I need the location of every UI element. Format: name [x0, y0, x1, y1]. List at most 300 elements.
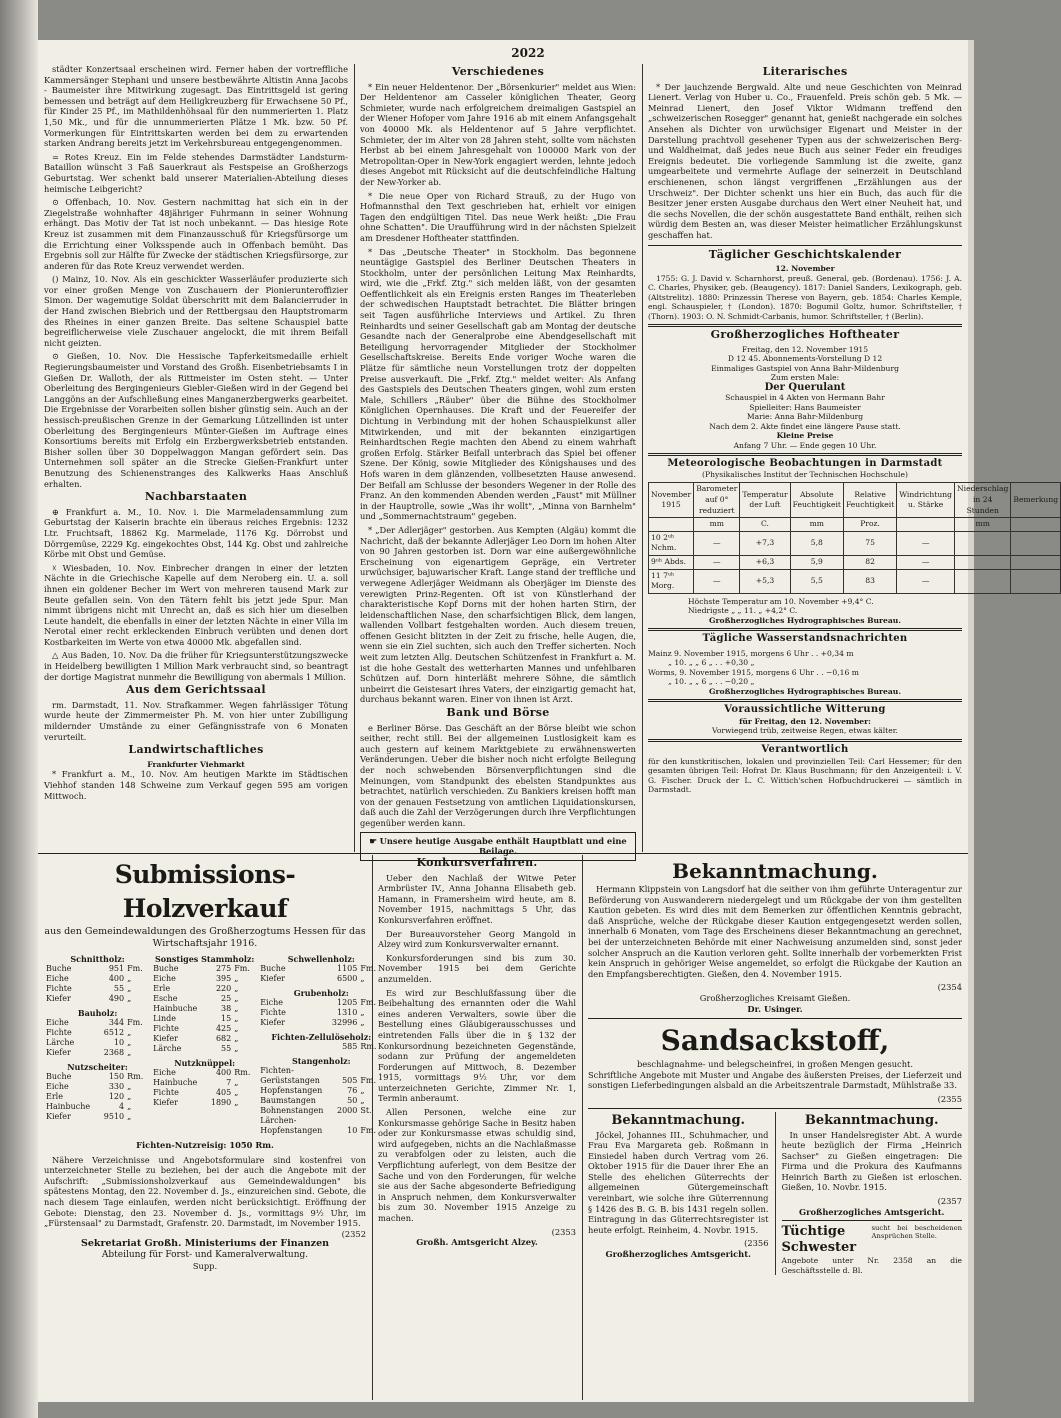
wood-list-item	[260, 998, 382, 1008]
wood-sale-signature-3: Supp.	[192, 1260, 218, 1271]
meteorology-high: Höchste Temperatur am 10. November +9,4° C.	[688, 596, 874, 606]
wood-type	[260, 1042, 323, 1052]
wood-list-item	[46, 1112, 149, 1122]
wood-amount	[323, 1066, 357, 1076]
table-cell: —	[897, 555, 955, 569]
konkurs-number: (2353	[551, 1226, 576, 1237]
column-rule	[582, 855, 583, 1400]
wood-list-item	[260, 974, 382, 984]
list-nutzscheiter	[46, 1072, 149, 1122]
wood-type: Esche	[153, 994, 178, 1003]
theater-date: Freitag, den 12. November 1915	[741, 344, 869, 354]
wood-amount: 951	[108, 964, 125, 973]
wood-type: Kiefer	[46, 1048, 71, 1057]
wood-amount: 10	[347, 1126, 358, 1135]
konkurs-signature: Großh. Amtsgericht Alzey.	[416, 1237, 538, 1248]
article-heldentenor: * Ein neuer Heldentenor. Der „Börsenkurier" meldet aus Wien: Der Heldentenor am Casseler königlichen Theater, Georg Schmieter, wurde nach erfolgreichem dreimaligen Gastspiel an der Wiener Hofoper vom Jahre 1916 ab mit einem Anfangsgehalt von 40000 Mk. als Heldentenor auf 5 Jahre verpflichtet. Schmieter, der im Alter von 28 Jahren steht, sollte vom nächsten Herbst ab bei einem Jahresgehalt von 100000 Mark von der Metropolitan-Oper in New-York engagiert werden, lehnte jedoch dieses Angebot mit Rücksicht auf die deutschfeindliche Haltung der New-Yorker ab.	[360, 81, 636, 187]
theater-premiere: Zum ersten Male:	[770, 373, 840, 383]
wood-type: Baumstangen	[260, 1096, 316, 1105]
konkurs-title: Konkursverfahren.	[416, 856, 538, 869]
heading-schnittholz: Schnittholz:	[70, 954, 125, 964]
table-cell: mm	[694, 518, 740, 532]
wood-type: Buche	[46, 1072, 72, 1081]
wood-unit: „	[234, 974, 239, 983]
calendar-text: 1755: G. J. David v. Scharnhorst, preuß. General, geb. (Bordenau). 1756: J. A. C. Charles, Physiker, geb. (Beaugency). 1817: Daniel Sanders, Lexikograph, geb. (Altstrelitz). 1880: Prinzessin Therese von Bayern, geb. 1854: Charles Kemple, engl. Schauspieler, † (London). 1870: Bogumil Goltz, humor. Schriftsteller, † (Thorn). 1903: O. N. Schmidt-Carbanis, humor. Schriftsteller, † (Berlin).	[648, 273, 962, 321]
wood-unit: „	[234, 1004, 239, 1013]
wood-unit: „	[234, 1014, 239, 1023]
wood-list-item	[153, 974, 256, 984]
wood-unit: Rm.	[127, 1072, 144, 1081]
wood-list-item	[46, 1028, 149, 1038]
heading-meteorology: Meteorologische Beobachtungen in Darmstadt	[667, 458, 943, 470]
wood-unit: „	[234, 1078, 239, 1087]
theater-abo: D 12 45. Abonnements-Vorstellung D 12	[727, 354, 883, 364]
wood-list-item	[260, 1042, 382, 1052]
wood-list-item	[260, 1018, 382, 1028]
heading-landwirtschaft: Landwirtschaftliches	[128, 743, 264, 757]
wood-list-item	[153, 964, 256, 974]
table-cell: +6,3	[740, 555, 790, 569]
column-miscellaneous	[360, 64, 636, 857]
wood-unit: Fm.	[127, 1018, 143, 1027]
wood-type: Kiefer	[46, 1112, 71, 1121]
wood-amount: 4	[119, 1102, 125, 1111]
article-giessen: ⊙ Gießen, 10. Nov. Die Hessische Tapferkeitsmedaille erhielt Regierungsbaumeister und Vorstand des Großh. Eisenbetriebsamts I in Gießen Dr. Walloth, der als Rittmeister im Osten steht. — Unter Oberleitung des Bergingenieurs Giebler-Gießen wird in der Gegend bei Langgöns an der Aufschließung eines Manganerzbergwerks gearbeitet. Die Ergebnisse der Vorarbeiten sollen bisher günstig sein. Auch an der hessisch-preußischen Grenze in der Gemarkung Lützellinden ist unter Oberleitung des Bergingenieurs Münter-Gießen im Auftrage eines Konsortiums bereits mit Erfolg ein Erzbergwerksbetrieb entstanden. Bisher sollen über 30 Doppelwaggon Mangan gefördert sein. Das Unternehmen soll später an die Strecke Gießen-Frankfurt unter Benutzung des Schienenstranges des Kalkwerks Haas Anschluß erhalten.	[44, 351, 348, 489]
wood-amount: 38	[221, 1004, 232, 1013]
table-header-cell: Relative Feuchtigkeit	[843, 483, 896, 518]
meteorology-low: Niedrigste „ „ 11. „ +4,2° C.	[688, 606, 798, 616]
wood-unit: „	[127, 1028, 132, 1037]
bekanntmachung-3	[782, 1112, 963, 1276]
konkurs-text-2: Der Bureauvorsteher Georg Mangold in Alzey wird zum Konkursverwalter ernannt.	[378, 928, 576, 950]
book-spine	[0, 0, 38, 1418]
article-red-cross: = Rotes Kreuz. Ein im Felde stehendes Darmstädter Landsturm-Bataillon wünscht 3 Faß Sauerkraut als Festspeise an Großherzogs Geburtstag. Wer schenkt bald unserer Materialien-Abteilung dieses heimische Leibgericht?	[44, 151, 348, 194]
bekanntmachung-1-text: Hermann Klippstein von Langsdorf hat die seither von ihm geführte Unteragentur zur Beförderung von Auswanderern niedergelegt und um Rückgabe der von ihm gestellten Kaution gebeten. Es wird dies mit dem Bemerken zur öffentlichen Kenntnis gebracht, daß Ansprüche, welche der Rückgabe dieser Kaution entgegengesetzt werden sollen, innerhalb 6 Monaten, vom Tage des Erscheinens dieser Bekanntmachung an gerechnet, bei der unterzeichneten Behörde mit einer Nachweisung anzumelden sind, sonst jeder solcher Anspruch an die Kaution verloren geht. Sollte innerhalb der vorbemerkten Frist kein Anspruch in gehöriger Weise angemeldet, so erfolgt die Rückgabe der Kaution an den Empfangsberechtigten. Gießen, den 4. November 1915.	[588, 884, 962, 979]
wood-unit: „	[127, 974, 132, 983]
wood-amount: 405	[215, 1088, 232, 1097]
wood-type: Fichte	[153, 1088, 179, 1097]
wood-type: Buche	[46, 964, 72, 973]
table-cell	[955, 555, 1011, 569]
wood-list-item	[46, 1092, 149, 1102]
wood-list-item	[153, 1078, 256, 1088]
table-cell	[955, 531, 1011, 555]
heading-literarisches: Literarisches	[762, 65, 848, 78]
wood-unit: „	[127, 1082, 132, 1091]
ad-wood-sale	[44, 858, 377, 1398]
bekanntmachung-2-number: (2356	[744, 1238, 769, 1249]
wood-amount: 2368	[103, 1048, 125, 1057]
water-worms-10: „ 10. „ „ 6 „ . . −0,20 „	[668, 677, 755, 687]
wood-type: Hainbuche	[153, 1004, 198, 1013]
article-offenbach: ⊙ Offenbach, 10. Nov. Gestern nachmittag hat sich ein in der Ziegelstraße wohnhafter 48jähriger Fuhrmann in seiner Wohnung erhängt. Das Motiv der Tat ist noch unbekannt. — Das hiesige Rote Kreuz ist zusammen mit dem Finanzausschuß für Kriegsfürsorge um die Errichtung einer Volksspende auch in Offenbach bemüht. Das Ergebnis soll zur Hälfte für Zwecke der städtischen Kriegsfürsorge, zur anderen für das Rote Kreuz verwendet werden.	[44, 197, 348, 271]
wood-amount: 400	[215, 1068, 232, 1077]
table-cell: —	[897, 531, 955, 555]
wood-list-item	[46, 1048, 149, 1058]
water-worms-9: Worms, 9. November 1915, morgens 6 Uhr . . −0,16 m	[648, 667, 859, 677]
newspaper-page	[38, 40, 1059, 1402]
wood-list-item	[153, 994, 256, 1004]
wood-unit: „	[360, 1008, 365, 1017]
wood-unit: „	[234, 994, 239, 1003]
wood-unit: St.	[360, 1106, 372, 1115]
table-cell: 83	[843, 569, 896, 593]
article-stockholm: * Das „Deutsche Theater" in Stockholm. Das begonnene neuntägige Gastspiel des Berliner Deutschen Theaters in Stockholm, unter der persönlichen Leitung Max Reinhardts, wird, wie die „Frkf. Ztg." sich melden läßt, von der gesamten Oeffentlichkeit als ein Ereignis ersten Ranges im Theaterleben der schwedischen Hauptstadt betrachtet. Die Blätter bringen seit Tagen ausführliche Interviews und Artikel. Zu Ihren Reinhardts und seiner Gesellschaft gab am Montag der deutsche Gesandte nach der Generalprobe eine Abendgesellschaft mit Beteiligung hervorragender Mitglieder der Stockholmer Gesellschaftskreise. Bereits Ende voriger Woche waren die Plätze für sämtliche neun Vorstellungen trotz der doppelten Preise ausverkauft. Die „Frkf. Ztg." meldet weiter: Als Anfang des Gastspiels des Deutschen Theaters gingen, wohl zum ersten Male, Schillers „Räuber" über die Bühne des Stockholmer Königlichen Opernhauses. Die Kraft und der Feuereifer der Dichtung in Verbindung mit der hohen Schauspielkunst aller Mitwirkenden, und mit der bekannten einzigartigen Reinhardtschen Regie machten den Abend zu einem wahrhaft großen Erfolg. Stärker Beifall unterbrach das Spiel bei offener Szene. Der König, sowie Mitglieder des Königshauses und des Hofs waren in dem glänzenden, vollbesetzten Hause anwesend. Der Beifall am Schlusse der besonders Wegener in der Rolle des Franz. An den kommenden Abenden werden „Faust" mit Müllner in der Hauptrolle, sowie „Was ihr wollt", „Minna von Barnhelm" und „Sommernachtstraum" gegeben.	[360, 246, 636, 522]
heading-hoftheater: Großherzogliches Hoftheater	[710, 328, 900, 342]
table-header-cell: Bemerkung	[1011, 483, 1061, 518]
heading-bauholz: Bauholz:	[77, 1008, 118, 1018]
list-bauholz	[46, 1018, 149, 1058]
wood-unit: „	[234, 984, 239, 993]
wood-type: Fichte	[46, 984, 72, 993]
wood-amount: 150	[108, 1072, 125, 1081]
wood-amount: 490	[108, 994, 125, 1003]
wood-reisig: Fichten-Nutzreisig: 1050 Rm.	[136, 1140, 274, 1150]
wood-list-item	[46, 974, 149, 984]
article-mainz: () Mainz, 10. Nov. Als ein geschickter Wasserläufer produzierte sich vor einer großen Menge von Zuschauern der Pionierunteroffizier Simon. Der wagemutige Soldat überschritt mit dem Balancierruder in der Hand zwischen Biebrich und der Rettbergsau den Hauptstromarm des Rheines in einer ganzen Breite. Das seltene Schauspiel batte begreiflicherweise viele Zuschauer angelockt, die mit ihrem Beifall nicht geizten.	[44, 274, 348, 348]
weather-date: für Freitag, den 12. November:	[739, 716, 871, 726]
heading-witterung: Voraussichtliche Witterung	[724, 704, 886, 716]
wood-table	[44, 954, 384, 1136]
bekanntmachung-3-title: Bekanntmachung.	[804, 1112, 939, 1128]
water-bureau: Großherzogliches Hydrographisches Bureau.	[709, 686, 901, 696]
wood-list-item	[46, 994, 149, 1004]
wood-amount: 50	[347, 1096, 358, 1105]
theater-genre: Schauspiel in 4 Akten von Hermann Bahr	[725, 393, 885, 403]
wood-amount: 10	[113, 1038, 125, 1047]
table-cell	[1011, 531, 1061, 555]
wood-unit: „	[360, 1096, 365, 1105]
wood-list-item	[153, 1098, 256, 1108]
list-zellulose	[260, 1042, 382, 1052]
heading-verantwortlich: Verantwortlich	[761, 743, 849, 755]
heading-gerichtssaal: Aus dem Gerichtssaal	[126, 683, 266, 697]
ad-konkurs	[378, 858, 576, 1398]
heading-wasserstand: Tägliche Wasserstandsnachrichten	[702, 633, 908, 645]
wood-sale-signature-2: Abteilung für Forst- und Kameralverwaltung.	[101, 1249, 309, 1260]
heading-verschiedenes: Verschiedenes	[451, 65, 545, 78]
list-stangenholz	[260, 1066, 382, 1136]
wood-unit: Fm.	[127, 964, 143, 973]
wood-list-item	[260, 1126, 382, 1136]
wood-amount: 1890	[210, 1098, 232, 1107]
table-header-cell: Niederschlag in 24 Stunden	[955, 483, 1011, 518]
bekanntmachung-1-signature-2: Dr. Usinger.	[747, 1003, 803, 1014]
sandsack-text: beschlagnahme- und belegscheinfrei, in großen Mengen gesucht.	[636, 1059, 914, 1070]
bekanntmachung-3-signature: Großherzogliches Amtsgericht.	[799, 1206, 945, 1217]
wood-amount: 395	[215, 974, 232, 983]
bekanntmachung-2	[588, 1112, 769, 1276]
wood-type: Kiefer	[153, 1098, 178, 1107]
wood-type: Kiefer	[153, 1034, 178, 1043]
article-court: rm. Darmstadt, 11. Nov. Strafkammer. Wegen fahrlässiger Tötung wurde heute der Zimmermeister Ph. M. von hier unter Zubilligung mildernder Umstände zu einer Gefängnisstrafe von 6 Monaten verurteilt.	[44, 699, 348, 742]
table-row	[649, 569, 1061, 593]
wood-amount: 330	[108, 1082, 125, 1091]
wood-amount: 55	[221, 1044, 232, 1053]
wood-unit: „	[127, 1038, 132, 1047]
wood-type: Erle	[46, 1092, 63, 1101]
table-header-row	[649, 483, 1061, 518]
table-unit-row	[649, 518, 1061, 532]
wood-list-item	[153, 1014, 256, 1024]
wood-unit: „	[234, 1034, 239, 1043]
wood-unit: „	[127, 994, 132, 1003]
bekanntmachung-1-number: (2354	[937, 982, 962, 993]
wood-unit: „	[360, 974, 365, 983]
heading-geschichtskalender: Täglicher Geschichtskalender	[708, 247, 902, 261]
wood-list-item	[46, 1102, 149, 1112]
wood-amount: 9510	[103, 1112, 125, 1121]
wood-unit: „	[127, 1092, 132, 1101]
wood-amount: 32996	[331, 1018, 358, 1027]
wood-unit: Fm.	[360, 998, 377, 1007]
wood-type: Gerüststangen	[260, 1076, 320, 1085]
page-number: 2022	[511, 46, 545, 60]
bekanntmachung-2-signature: Großherzogliches Amtsgericht.	[605, 1249, 751, 1260]
table-cell	[649, 518, 694, 532]
table-cell: mm	[955, 518, 1011, 532]
wood-list-item	[260, 1096, 382, 1106]
heading-zellulose: Fichten-Zellulöseholz:	[271, 1032, 372, 1042]
article-baden: △ Aus Baden, 10. Nov. Da die früher für Kriegsunterstützungszwecke in Heidelberg bewilligten 1 Million Mark verbraucht sind, so beantragt der dortige Magistrat nunmehr die Bewilligung von abermals 1 Million.	[44, 650, 348, 682]
wood-amount: 1310	[337, 1008, 358, 1017]
wood-amount: 585	[342, 1042, 358, 1051]
wood-type: Kiefer	[46, 994, 71, 1003]
wood-list-item	[260, 964, 382, 974]
table-cell	[897, 518, 955, 532]
heading-schwellenholz: Schwellenholz:	[287, 954, 355, 964]
table-cell: —	[694, 531, 740, 555]
table-cell	[1011, 555, 1061, 569]
table-cell: —	[694, 555, 740, 569]
wood-type: Hainbuche	[153, 1078, 198, 1087]
wood-list-item	[260, 1008, 382, 1018]
wood-unit: „	[360, 1086, 365, 1095]
wood-list-item	[46, 984, 149, 994]
wood-type: Lärche	[46, 1038, 75, 1047]
wood-list-item	[153, 1034, 256, 1044]
list-schnittholz	[46, 964, 149, 1004]
wood-type: Eiche	[46, 974, 69, 983]
table-cell: 9ᵘʰ Abds.	[649, 555, 694, 569]
wood-list-item	[260, 1066, 382, 1076]
notice-edition-text: Unsere heutige Ausgabe enthält Hauptblatt und eine Beilage.	[379, 835, 627, 857]
table-cell: 75	[843, 531, 896, 555]
theater-play-title: Der Querulant	[764, 381, 846, 393]
table-cell: 10 2ᵘʰ Nchm.	[649, 531, 694, 555]
table-cell: +7,3	[740, 531, 790, 555]
wood-amount: 1105	[337, 964, 358, 973]
water-mainz-10: „ 10. „ „ 6 „ . . +0,30 „	[668, 658, 755, 668]
calendar-date: 12. November	[775, 264, 835, 274]
schwester-text: Angebote unter Nr. 2358 an die Geschäftsstelle d. Bl.	[781, 1256, 962, 1275]
konkurs-text-5: Allen Personen, welche eine zur Konkursmasse gehörige Sache in Besitz haben oder zur Konkursmasse etwas schuldig sind, wird aufgegeben, nichts an die Nachlaßmasse zu verabfolgen oder zu leisten, auch die Verpflichtung auferlegt, von dem Besitze der Sache und von den Forderungen, für welche sie aus der Sache abgesonderte Befriedigung in Anspruch nehmen, dem Konkursverwalter bis zum 30. November 1915 Anzeige zu machen.	[378, 1107, 576, 1223]
table-cell: Proz.	[843, 518, 896, 532]
column-literature	[648, 64, 1059, 852]
wood-unit: „	[127, 1112, 132, 1121]
wood-unit: „	[127, 1102, 132, 1111]
heading-stangenholz: Stangenholz:	[291, 1056, 351, 1066]
wood-list-item	[153, 1044, 256, 1054]
wood-unit: Rm.	[360, 1042, 377, 1051]
table-header-cell: November 1915	[649, 483, 694, 518]
wood-amount: 344	[108, 1018, 125, 1027]
wood-sale-text: Nähere Verzeichnisse und Angebotsformulare sind kostenfrei von unterzeichneter Stelle zu beziehen, bei der auch die Angebote mit der Aufschrift: „Submissionsholzverkauf aus Gemeindewaldungen" bis spätestens Montag, den 22. November d. Js., einzureichen sind. Gebote, die nach diesem Tage einlaufen, werden nicht berücksichtigt. Eröffnung der Gebote: Dienstag, den 23. November d. Js., vormittags 9½ Uhr, im „Fürstensaal" zu Darmstadt, Grafenstr. 20. Darmstadt, im November 1915.	[44, 1154, 366, 1229]
wood-amount: 400	[108, 974, 125, 983]
table-cell	[1011, 569, 1061, 593]
table-cell: 82	[843, 555, 896, 569]
wood-type: Buche	[153, 964, 179, 973]
table-cell: mm	[790, 518, 843, 532]
list-grubenholz	[260, 998, 382, 1028]
wood-unit: Fm.	[360, 964, 377, 973]
article-boerse: e Berliner Börse. Das Geschäft an der Börse bleibt wie schon seither, recht still. Bei der allgemeinen Lustlosigkeit kam es auch gestern auf keinem Marktgebiete zu erwähnenswerten Veränderungen. Ueber die bisher noch nicht erfolgte Beilegung der noch schwebenden Börsenverpflichtungen sind die Meinungen, vom Standpunkt des ebelsten Standpunktes aus betrachtet, natürlich verschieden. Zu Bankiers kreisen hofft man von der genauen Festsetzung von amtlichen Liquidationskursen, daß auch die Zahl der Verzögerungen durch ihre Verpflichtungen gegenüber werden kann.	[360, 722, 636, 828]
table-cell	[1011, 518, 1061, 532]
wood-unit: „	[234, 1098, 239, 1107]
wood-type: Eiche	[153, 974, 176, 983]
meteorology-table	[648, 482, 1061, 593]
heading-grubenholz: Grubenholz:	[293, 988, 349, 998]
wood-amount: 6512	[103, 1028, 125, 1037]
wood-amount: 425	[215, 1024, 232, 1033]
column-rule	[642, 64, 643, 852]
wood-list-item	[153, 1068, 256, 1078]
article-bergwald: * Der jauchzende Bergwald. Alte und neue Geschichten von Meinrad Lienert. Verlag von Huber u. Co., Frauenfeld. Preis schön geb. 5 Mk. — Meinrad Lienert, den Josef Viktor Widmann treffend den „schweizerischen Rosegger" genannt hat, genießt nachgerade ein solches Ansehen als Dichter von urwüchsiger Eigenart und Meister in der Darstellung prachtvoll gesehener Typen aus der schweizerischen Berg- und Waldheimat, daß jedes neue Buch aus seiner Feder ein freudiges Ereignis bedeutet. Die vorliegende Sammlung ist die zweite, ganz umgearbeitete und vermehrte Auflage der seinerzeit in Deutschland erschienenen, schon längst vergriffenen „Erzählungen aus der Urschweiz". Der Dichter schenkt uns hier ein Buch, das auch für die Besitzer jener ersten Ausgabe durchaus den Wert einer Neuheit hat, und die sechs Novellen, die der schön ausgestattete Band enthält, reihen sich würdig dem Besten an, was dieser Meister heimatlicher Erzählungskunst geschaffen hat.	[648, 81, 962, 240]
table-cell: —	[897, 569, 955, 593]
list-schwellenholz	[260, 964, 382, 984]
theater-director: Spielleiter: Hans Baumeister	[749, 402, 861, 412]
schwester-title: Tüchtige Schwester	[781, 1224, 857, 1256]
table-cell	[955, 569, 1011, 593]
wood-unit: Rm.	[234, 1068, 251, 1077]
table-header-cell: Temperatur der Luft	[740, 483, 790, 518]
wood-type: Bohnenstangen	[260, 1106, 324, 1115]
wood-list-item	[46, 1082, 149, 1092]
wood-type: Fichte	[153, 1024, 179, 1033]
meteorology-bureau: Großherzogliches Hydrographisches Bureau.	[709, 615, 901, 625]
ad-column-right	[588, 858, 962, 1398]
wood-amount: 76	[347, 1086, 358, 1095]
sandsack-number: (2355	[937, 1093, 962, 1104]
heading-nutzscheiter: Nutzscheiter:	[67, 1062, 128, 1072]
wood-list-item	[46, 1038, 149, 1048]
bekanntmachung-1-title: Bekanntmachung.	[672, 859, 878, 883]
table-cell: 11 7ᵘʰ Morg.	[649, 569, 694, 593]
wood-type: Eiche	[46, 1082, 69, 1091]
wood-type: Hopfenstangen	[260, 1126, 323, 1135]
wood-unit: „	[234, 1044, 239, 1053]
wood-list-item	[153, 1004, 256, 1014]
wood-list-item	[260, 1116, 382, 1126]
wood-type: Eiche	[153, 1068, 176, 1077]
wood-amount: 15	[221, 1014, 232, 1023]
wood-amount: 275	[215, 964, 232, 973]
wood-type: Lärche	[153, 1044, 182, 1053]
wood-type: Eiche	[260, 998, 283, 1007]
wood-list-item	[260, 1076, 382, 1086]
wood-sale-title: Submissions-Holzverkauf	[114, 860, 296, 923]
heading-nutzknueppel: Nutzknüppel:	[174, 1058, 236, 1068]
wood-type: Kiefer	[260, 974, 286, 983]
wood-type: Erle	[153, 984, 171, 993]
wood-unit: „	[360, 1018, 365, 1027]
theater-prices: Kleine Preise	[776, 431, 834, 441]
wood-list-item	[260, 1086, 382, 1096]
sandsack-text-2: Schriftliche Angebote mit Muster und Angabe des äußersten Preises, der Lieferzeit und sonstigen Lieferbedingungen alsbald an die Arbeitszentrale Darmstadt, Mühlstraße 33.	[588, 1069, 962, 1091]
wood-type: Kiefer	[260, 1018, 286, 1027]
wood-amount: 2000	[337, 1106, 358, 1115]
wood-type: Lärchen-	[260, 1116, 297, 1125]
wood-unit: Fm.	[234, 964, 250, 973]
wood-type: Buche	[260, 964, 286, 973]
table-cell: C.	[740, 518, 790, 532]
wood-type: Fichte	[46, 1028, 72, 1037]
wood-amount: 120	[108, 1092, 125, 1101]
konkurs-text-3: Konkursforderungen sind bis zum 30. November 1915 bei dem Gerichte anzumelden.	[378, 952, 576, 984]
pointing-hand-icon: ☛	[369, 835, 380, 846]
wood-amount: 682	[215, 1034, 232, 1043]
konkurs-text-1: Ueber den Nachlaß der Witwe Peter Armbrüster IV., Anna Johanna Elisabeth geb. Hamann, in Framersheim wird heute, am 8. November 1915, nachmittags 5 Uhr, das Konkursverfahren eröffnet.	[378, 872, 576, 925]
heading-bank-boerse: Bank und Börse	[446, 706, 550, 720]
bekanntmachung-2-title: Bekanntmachung.	[611, 1112, 746, 1128]
article-strauss: * Die neue Oper von Richard Strauß, zu der Hugo von Hofmannsthal den Text geschrieben hat, erhielt vor einigen Tagen den endgültigen Titel. Das neue Werk heißt: „Die Frau ohne Schatten". Die Uraufführung wird in der nächsten Spielzeit am Dresdener Hoftheater stattfinden.	[360, 190, 636, 243]
schwester-side: sucht bei bescheidenen Ansprüchen Stelle.	[871, 1224, 962, 1241]
wood-list-item	[153, 984, 256, 994]
heading-sonstiges: Sonstiges Stammholz:	[154, 954, 255, 964]
wood-amount: 1205	[337, 998, 358, 1007]
table-header-cell: Absolute Feuchtigkeit	[790, 483, 843, 518]
wood-type: Fichte	[260, 1008, 286, 1017]
table-cell: 5,8	[790, 531, 843, 555]
heading-nachbarstaaten: Nachbarstaaten	[144, 490, 248, 504]
wood-type: Hainbuche	[46, 1102, 91, 1111]
wood-unit: „	[234, 1088, 239, 1097]
wood-list-item	[153, 1024, 256, 1034]
list-sonstiges	[153, 964, 256, 1054]
wood-sale-signature-1: Sekretariat Großh. Ministeriums der Finanzen	[80, 1238, 330, 1250]
wood-list-item	[153, 1088, 256, 1098]
article-concert: städter Konzertsaal erscheinen wird. Ferner haben der vortreffliche Kammersänger Stephani und unsere bestbewährte Altistin Anna Jacobs - Baumeister ihre Mitwirkung zugesagt. Das Eintrittsgeld ist gering bemessen und beträgt auf dem Heiligkreuzberg für Erwachsene 50 Pf., für Kinder 25 Pf., im Mathildenhöhsaal für den nummerierten 1. Platz 1,50 Mk., und für die unnummerierten Plätze 1 Mk. bzw. 50 Pf. Vormerkungen für Eintrittskarten werden bei dem zu erwartenden starken Andrang bereits jetzt im Verkehrsbureau entgegengenommen.	[44, 64, 348, 149]
table-cell: 5,5	[790, 569, 843, 593]
theater-gastspiel: Einmaliges Gastspiel von Anna Bahr-Mildenburg	[711, 363, 899, 373]
bekanntmachung-2-text: Jöckel, Johannes III., Schuhmacher, und Frau Eva Margareta geb. Roßmann in Einsiedel haben durch Vertrag vom 26. Oktober 1915 für die Dauer ihrer Ehe an Stelle des ehelichen Güterrechts der allgemeinen Gütergemeinschaft vereinbart, wie solche ihre Güterrennung § 1426 des B. G. B. bis 1431 regeln sollen. Eintragung in das Güterrechtsregister ist heute erfolgt. Reinheim, 4. Novbr. 1915.	[588, 1129, 769, 1235]
bekanntmachung-1-signature-1: Großherzogliches Kreisamt Gießen.	[699, 992, 851, 1003]
wood-amount	[323, 1116, 357, 1126]
weather-forecast: Vorwiegend trüb, zeitweise Regen, etwas kälter.	[712, 726, 898, 736]
heading-viehmarkt: Frankfurter Viehmarkt	[147, 759, 245, 769]
bekanntmachung-3-number: (2357	[937, 1196, 962, 1207]
wood-sale-subtitle: aus den Gemeindewaldungen des Großherzogtums Hessen für das Wirtschaftsjahr 1916.	[44, 926, 366, 949]
wood-amount: 7	[226, 1078, 232, 1087]
wood-list-item	[46, 1072, 149, 1082]
wood-amount: 505	[342, 1076, 358, 1085]
wood-sale-number: (2352	[341, 1228, 366, 1239]
water-mainz-9: Mainz 9. November 1915, morgens 6 Uhr . . +0,34 m	[648, 648, 854, 658]
wood-amount: 55	[113, 984, 125, 993]
bekanntmachung-3-text: In unser Handelsregister Abt. A wurde heute bezüglich der Firma „Heinrich Sachser" zu Gießen eingetragen: Die Firma und die Prokura des Kaufmanns Heinrich Barth zu Gießen ist erloschen. Gießen, 10. Novbr. 1915.	[781, 1129, 962, 1193]
meteorology-institute: (Physikalisches Institut der Technischen Hochschule)	[702, 469, 908, 479]
table-cell: +5,3	[740, 569, 790, 593]
table-cell: 5,9	[790, 555, 843, 569]
wood-amount: 6500	[337, 974, 358, 983]
article-adlerjaeger: * „Der Adlerjäger" gestorben. Aus Kempten (Algäu) kommt die Nachricht, daß der bekannte Adlerjäger Leo Dorn im hohen Alter von 90 Jahren gestorben ist. Dorn war eine außergewöhnliche Erscheinung von eigenartigem Gepräge, ein Vertreter urwüchsiger, bajuwarischer Kraft. Lange stand der treffliche und verwegene Adlerjäger Weidmann als Oberjäger im Dienste des verewigten Prinz-Regenten. Oft ist von Künstlerhand der charakteristische Kopf Dorns mit der hohen harten Stirn, der leidenschaftlichen Nase, den scharfsichtigen Blick, dem langen, wallenden Vollbart festgehalten worden. Auch diesem treuen, offenen Gesicht blitzten in der Zeit zu frische, helle Augen, die, wenn sie ein Ziel suchten, sich auch den Treffer sicherten. Noch weit zum letzten Allg. Deutschen Schützenfest in Frankfurt a. M. ist die hohe Gestalt des wetterharten Mannes und unfehlbaren Schützen auf. Dorn hinterläßt mehrere Söhne, die sämtlich unbeirrt die Geistesart ihres Vaters, der einzigartig gemacht hat, durchaus bekannt waren. Einer von ihnen ist Arzt.	[360, 524, 636, 705]
wood-unit: „	[127, 1048, 132, 1057]
table-row	[649, 531, 1061, 555]
wood-amount: 25	[221, 994, 232, 1003]
wood-list-item	[260, 1106, 382, 1116]
wood-list-item	[46, 1018, 149, 1028]
table-header-cell: Windrichtung u. Stärke	[897, 483, 955, 518]
